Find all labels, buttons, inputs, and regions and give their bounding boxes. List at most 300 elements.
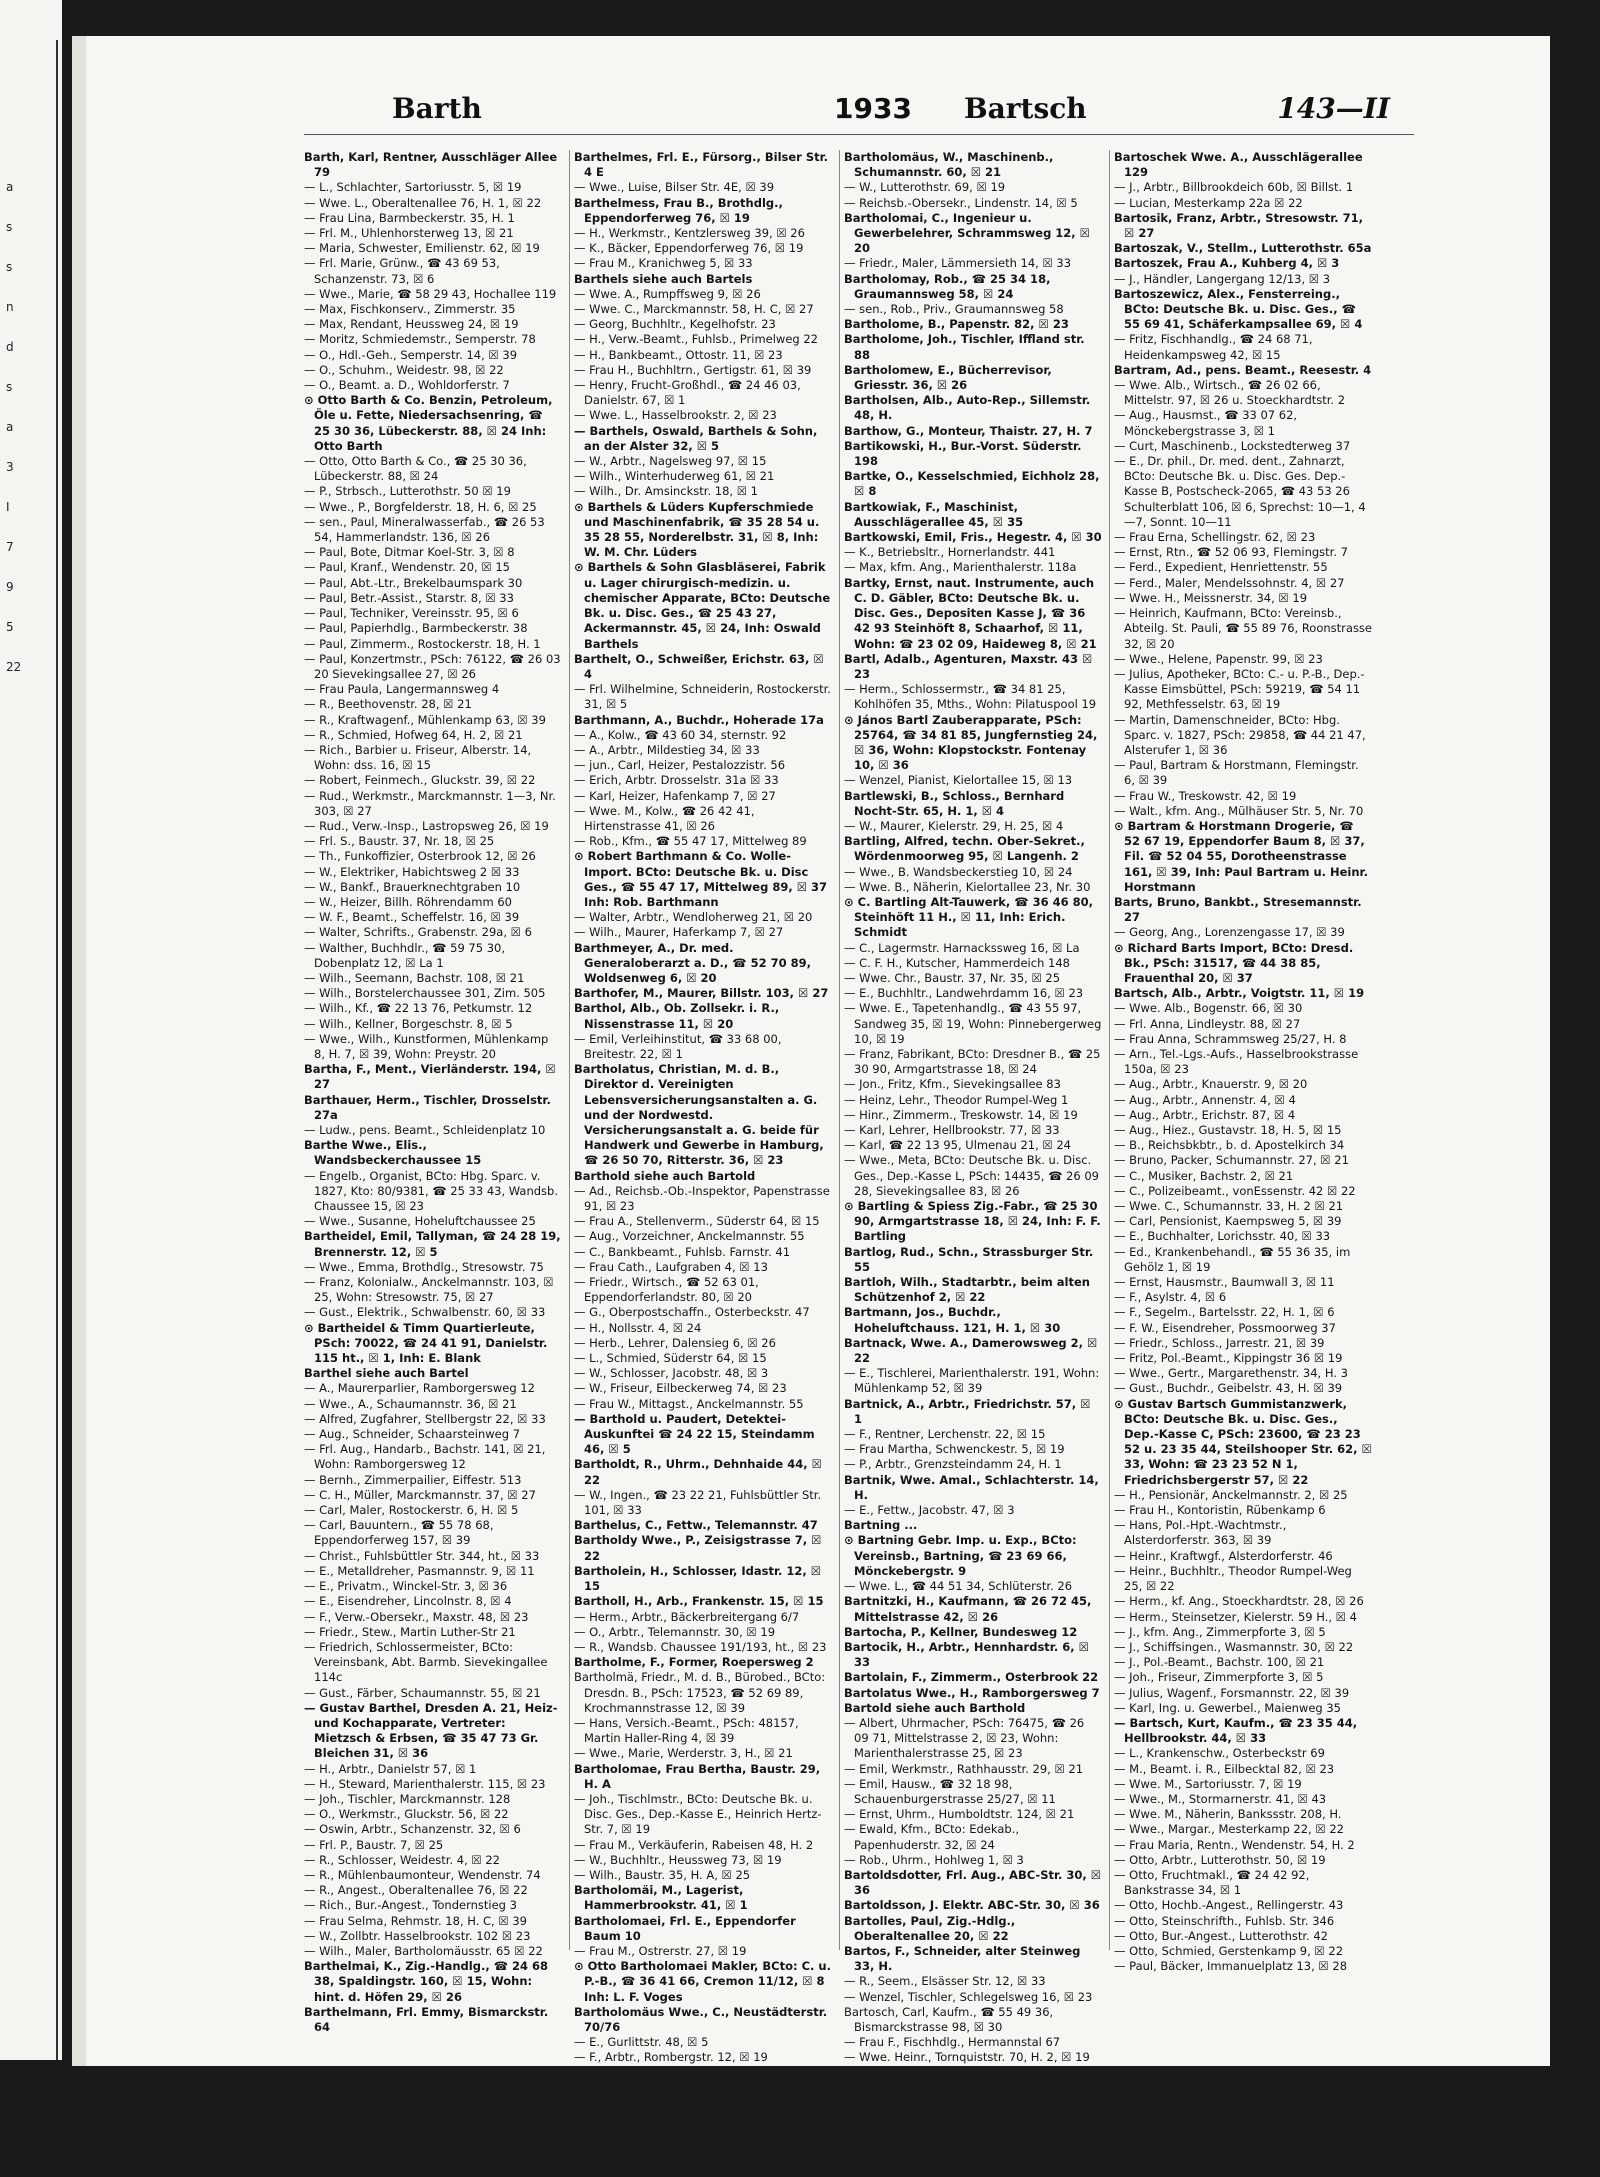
directory-entry: Bartsch, Alb., Arbtr., Voigtstr. 11, ☒ 19 <box>1114 986 1365 1001</box>
directory-entry: — Wwe., Luise, Bilser Str. 4E, ☒ 39 <box>574 180 775 195</box>
directory-entry: Bartke, O., Kesselschmied, Eichholz 28, ☒ 8 <box>844 469 1100 499</box>
directory-entry: — R., Mühlenbaumonteur, Wendenstr. 74 <box>304 1867 541 1882</box>
directory-entry: — Christ., Fuhlsbüttler Str. 344, ht., ☒ 33 <box>304 1548 540 1563</box>
directory-entry: — Wwe., A., Schaumannstr. 36, ☒ 21 <box>304 1396 517 1411</box>
margin-mark: 22 <box>6 660 22 674</box>
directory-entry: Barthe Wwe., Elis., Wandsbeckerchaussee 15 <box>304 1138 482 1168</box>
directory-entry: — C., Polizeibeamt., vonEssenstr. 42 ☒ 22 <box>1114 1183 1356 1198</box>
directory-entry: — Frl. Marie, Grünw., ☎ 43 69 53, Schanzenstr. 73, ☒ 6 <box>304 256 500 286</box>
directory-entry: Bartosik, Franz, Arbtr., Stresowstr. 71, ☒ 27 <box>1114 210 1364 241</box>
directory-entry: Bartholomäi, M., Lagerist, Hammerbrookstr. 41, ☒ 1 <box>574 1883 748 1913</box>
directory-entry: ⊙ János Bartl Zauberapparate, PSch: 25764, ☎ 34 81 85, Jungfernstieg 24, ☒ 36, Wohn: Klopstockstr. Fontenay 10, ☒ 36 <box>844 712 1098 773</box>
directory-entry: — Aug., Arbtr., Knauerstr. 9, ☒ 20 <box>1114 1077 1308 1092</box>
directory-entry: — F., Asylstr. 4, ☒ 6 <box>1114 1290 1227 1305</box>
directory-entry: Barts, Bruno, Bankbt., Stresemannstr. 27 <box>1114 894 1362 925</box>
directory-entry: Bartholomai, C., Ingenieur u. Gewerbelehrer, Schrammsweg 12, ☒ 20 <box>844 210 1090 256</box>
directory-entry: — Walt., kfm. Ang., Mülhäuser Str. 5, Nr. 70 <box>1114 803 1364 818</box>
directory-entry: Barthelus, C., Fettw., Telemannstr. 47 <box>574 1518 818 1533</box>
directory-entry: — Alfred, Zugfahrer, Stellbergstr 22, ☒ 33 <box>304 1411 546 1426</box>
directory-entry: — E., Buchhalter, Lorichsstr. 40, ☒ 33 <box>1114 1229 1331 1244</box>
directory-entry: — Ferd., Maler, Mendelssohnstr. 4, ☒ 27 <box>1114 575 1345 590</box>
running-head-left: Barth <box>392 92 482 125</box>
directory-entry: Bartoszek, Frau A., Kuhberg 4, ☒ 3 <box>1114 256 1340 271</box>
directory-entry: — Frau F., Fischhdlg., Hermannstal 67 <box>844 2035 1061 2050</box>
directory-entry: — Frl. P., Baustr. 7, ☒ 25 <box>304 1837 444 1852</box>
directory-entry: — Ferd., Expedient, Henriettenstr. 55 <box>1114 560 1328 575</box>
directory-entry: Bartnitzki, H., Kaufmann, ☎ 26 72 45, Mittelstrasse 42, ☒ 26 <box>844 1594 1092 1624</box>
directory-entry: — Friedr., Schloss., Jarrestr. 21, ☒ 39 <box>1114 1335 1325 1350</box>
directory-entry: — Erich, Arbtr. Drosselstr. 31a ☒ 33 <box>574 773 779 788</box>
directory-entry: Barthold siehe auch Bartold <box>574 1168 756 1183</box>
directory-entry: — J., Arbtr., Billbrookdeich 60b, ☒ Billst. 1 <box>1114 180 1354 195</box>
directory-entry: — Otto, Otto Barth & Co., ☎ 25 30 36, Lübeckerstr. 88, ☒ 24 <box>304 454 527 484</box>
directory-entry: — Wwe., Emma, Brothdlg., Stresowstr. 75 <box>304 1259 544 1274</box>
directory-entry: — H., Nollsstr. 4, ☒ 24 <box>574 1320 702 1335</box>
directory-entry: Bartholl, H., Arb., Frankenstr. 15, ☒ 15 <box>574 1594 824 1609</box>
directory-entry: — Carl, Pensionist, Kaempsweg 5, ☒ 39 <box>1114 1214 1342 1229</box>
directory-entry: — Wenzel, Tischler, Schlegelsweg 16, ☒ 23 <box>844 1989 1093 2004</box>
directory-entry: — Max, Fischkonserv., Zimmerstr. 35 <box>304 302 516 317</box>
directory-entry: — Wwe. M., Näherin, Bankssstr. 208, H. <box>1114 1807 1342 1822</box>
directory-entry: — Herm., Steinsetzer, Kielerstr. 59 H., ☒ 4 <box>1114 1609 1357 1624</box>
directory-entry: Bartoldsdotter, Frl. Aug., ABC-Str. 30, ☒ 36 <box>844 1867 1102 1898</box>
directory-entry: Barth, Karl, Rentner, Ausschläger Allee 79 <box>304 150 558 180</box>
directory-entry: — Paul, Zimmerm., Rostockerstr. 18, H. 1 <box>304 636 541 651</box>
directory-entry: — Aug., Hausmst., ☎ 33 07 62, Mönckebergstrasse 3, ☒ 1 <box>1114 408 1298 438</box>
directory-entry: — Rob., Uhrm., Hohlweg 1, ☒ 3 <box>844 1852 1024 1867</box>
column-2 <box>574 150 832 2065</box>
directory-entry: — C., Bankbeamt., Fuhlsb. Farnstr. 41 <box>574 1244 791 1259</box>
directory-entry: Bartholomäus, W., Maschinenb., Schumannstr. 60, ☒ 21 <box>844 150 1054 180</box>
margin-mark: a <box>6 420 14 434</box>
margin-mark: a <box>6 180 14 194</box>
directory-entry: — Frau H., Buchhltrn., Gertigstr. 61, ☒ 39 <box>574 362 812 377</box>
directory-entry: — E., Metalldreher, Pasmannstr. 9, ☒ 11 <box>304 1563 535 1578</box>
directory-entry: — Joh., Friseur, Zimmerpforte 3, ☒ 5 <box>1114 1670 1324 1685</box>
directory-entry: — Wenzel, Pianist, Kielortallee 15, ☒ 13 <box>844 773 1073 788</box>
directory-entry: — R., Seem., Elsässer Str. 12, ☒ 33 <box>844 1974 1046 1989</box>
directory-entry: — Wwe. H., Meissnerstr. 34, ☒ 19 <box>1114 590 1308 605</box>
directory-entry: Bartky, Ernst, naut. Instrumente, auch C. D. Gäbler, BCto: Deutsche Bk. u. Disc. Ges., Depositen Kasse J, ☎ 36 42 93 Steinhöft 8, Schaarhof, ☒ 11, Wohn: ☎ 23 02 09, Haideweg 8, ☒ 21 <box>844 575 1097 651</box>
margin-mark: 7 <box>6 540 14 554</box>
directory-entry: — Wwe., Marie, Werderstr. 3, H., ☒ 21 <box>574 1746 793 1761</box>
directory-entry: — Fritz, Fischhandlg., ☎ 24 68 71, Heidenkampsweg 42, ☒ 15 <box>1114 332 1313 362</box>
directory-entry: — Frl. Wilhelmine, Schneiderin, Rostockerstr. 31, ☒ 5 <box>574 682 831 712</box>
directory-entry: — Barthold u. Paudert, Detektei-Auskunftei ☎ 24 22 15, Steindamm 46, ☒ 5 <box>574 1411 815 1457</box>
directory-entry: — W., Zollbtr. Hasselbrookstr. 102 ☒ 23 <box>304 1928 531 1943</box>
directory-entry: ⊙ Bartheidel & Timm Quartierleute, PSch: 70022, ☎ 24 41 91, Danielstr. 115 ht., ☒ 1, Inh: E. Blank <box>304 1320 548 1366</box>
directory-entry: — Friedrich, Schlossermeister, BCto: Vereinsbank, Abt. Barmb. Sievekingallee 114c <box>304 1639 548 1685</box>
directory-entry: — L., Schmied, Süderstr 64, ☒ 15 <box>574 1351 767 1366</box>
directory-entry: Bartolatus Wwe., H., Ramborgersweg 7 <box>844 1685 1100 1700</box>
directory-entry: Bartocha, P., Kellner, Bundesweg 12 <box>844 1624 1078 1639</box>
column-3 <box>844 150 1102 2065</box>
directory-entry: — Wwe. L., Oberaltenallee 76, H. 1, ☒ 22 <box>304 195 542 210</box>
directory-entry: — Ewald, Kfm., BCto: Edekab., Papenhuderstr. 32, ☒ 24 <box>844 1822 1019 1852</box>
directory-entry: Bartoszewicz, Alex., Fensterreing., BCto: Deutsche Bk. u. Disc. Ges., ☎ 55 69 41, Schäferkampsallee 69, ☒ 4 <box>1114 286 1363 332</box>
directory-entry: — Ernst, Hausmstr., Baumwall 3, ☒ 11 <box>1114 1275 1335 1290</box>
directory-entry: — Max, kfm. Ang., Marienthalerstr. 118a <box>844 560 1077 575</box>
directory-entry: — Friedr., Stew., Martin Luther-Str 21 <box>304 1624 516 1639</box>
directory-entry: — E., Dr. phil., Dr. med. dent., Zahnarzt, BCto: Deutsche Bk. u. Disc. Ges. Dep.-Kasse B, Postscheck-2065, ☎ 43 53 26 Schulterblatt 106, ☒ 6, Sprechst: 10—1, 4—7, Sonnt. 10—11 <box>1114 454 1366 529</box>
directory-entry: — E., Buchhltr., Landwehrdamm 16, ☒ 23 <box>844 986 1084 1001</box>
directory-entry: — Wilh., Borstelerchaussee 301, Zim. 505 <box>304 986 546 1001</box>
directory-entry: Bartling, Alfred, techn. Ober-Sekret., Wördenmoorweg 95, ☒ Langenh. 2 <box>844 834 1085 864</box>
directory-entry: — A., Arbtr., Mildestieg 34, ☒ 33 <box>574 742 760 757</box>
directory-entry: — Th., Funkoffizier, Osterbrook 12, ☒ 26 <box>304 849 536 864</box>
directory-entry: — Frau Lina, Barmbeckerstr. 35, H. 1 <box>304 210 515 225</box>
directory-entry: — J., Schiffsingen., Wasmannstr. 30, ☒ 22 <box>1114 1639 1354 1654</box>
margin-mark: s <box>6 260 13 274</box>
directory-entry: Bartos, F., Schneider, alter Steinweg 33, H. <box>844 1943 1081 1974</box>
directory-entry: — J., Händler, Langergang 12/13, ☒ 3 <box>1114 271 1331 286</box>
directory-entry: — C., Musiker, Bachstr. 2, ☒ 21 <box>1114 1168 1294 1183</box>
directory-entry: — Wwe., P., Borgfelderstr. 18, H. 6, ☒ 25 <box>304 499 537 514</box>
directory-entry: — Jon., Fritz, Kfm., Sievekingsallee 83 <box>844 1077 1061 1092</box>
directory-entry: — R., Beethovenstr. 28, ☒ 21 <box>304 697 472 712</box>
directory-entry: — Carl, Maler, Rostockerstr. 6, H. ☒ 5 <box>304 1503 519 1518</box>
directory-entry: — G., Oberpostschaffn., Osterbeckstr. 47 <box>574 1305 810 1320</box>
directory-entry: — Paul, Papierhdlg., Barmbeckerstr. 38 <box>304 621 528 636</box>
directory-entry: — Frau Cath., Laufgraben 4, ☒ 13 <box>574 1259 768 1274</box>
directory-entry: — Ernst, Rtn., ☎ 52 06 93, Flemingstr. 7 <box>1114 545 1348 560</box>
directory-entry: — Emil, Verleihinstitut, ☎ 33 68 00, Breitestr. 22, ☒ 1 <box>574 1031 782 1061</box>
directory-entry: — Wwe. M., Kolw., ☎ 26 42 41, Hirtenstrasse 41, ☒ 26 <box>574 803 755 833</box>
directory-entry: Bartholome, B., Papenstr. 82, ☒ 23 <box>844 317 1069 332</box>
directory-entry: — Wilh., Kf., ☎ 22 13 76, Petkumstr. 12 <box>304 1001 533 1016</box>
directory-entry: Bartheidel, Emil, Tallyman, ☎ 24 28 19, Brennerstr. 12, ☒ 5 <box>304 1229 561 1259</box>
directory-entry: — Bruno, Packer, Schumannstr. 27, ☒ 21 <box>1114 1153 1349 1168</box>
directory-entry: Bartholatus, Christian, M. d. B., Direktor d. Vereinigten Lebensversicherungsanstalten a. G. und der Nordwestd. Versicherungsanstalt a. G. beide für Handwerk und Gewerbe in Hamburg, ☎ 26 50 70, Ritterstr. 36, ☒ 23 <box>574 1062 824 1168</box>
directory-entry: — Wilh., Maurer, Haferkamp 7, ☒ 27 <box>574 925 784 940</box>
directory-entry: — W. F., Beamt., Scheffelstr. 16, ☒ 39 <box>304 910 520 925</box>
directory-entry: — C. H., Müller, Marckmannstr. 37, ☒ 27 <box>304 1487 536 1502</box>
directory-entry: — O., Arbtr., Telemannstr. 30, ☒ 19 <box>574 1624 776 1639</box>
directory-entry: — W., Bankf., Brauerknechtgraben 10 <box>304 879 521 894</box>
directory-entry: — Max, Rendant, Heussweg 24, ☒ 19 <box>304 317 519 332</box>
directory-entry: — Rud., Werkmstr., Marckmannstr. 1—3, Nr. 303, ☒ 27 <box>304 788 556 818</box>
directory-entry: ⊙ Bartram & Horstmann Drogerie, ☎ 52 67 19, Eppendorfer Baum 8, ☒ 37, Fil. ☎ 52 04 55, Dorotheenstrasse 161, ☒ 39, Inh: Paul Bartram u. Heinr. Horstmann <box>1114 818 1368 894</box>
directory-entry: — F., Rentner, Lerchenstr. 22, ☒ 15 <box>844 1427 1046 1442</box>
directory-entry: — Paul, Konzertmstr., PSch: 76122, ☎ 26 03 20 Sievekingsallee 27, ☒ 26 <box>304 651 561 681</box>
directory-entry: Bartl, Adalb., Agenturen, Maxstr. 43 ☒ 23 <box>844 651 1093 681</box>
column-1 <box>304 150 562 2034</box>
directory-entry: — E., Fettw., Jacobstr. 47, ☒ 3 <box>844 1503 1015 1518</box>
directory-entry: — sen., Rob., Priv., Graumannsweg 58 <box>844 302 1064 317</box>
directory-entry: — Moritz, Schmiedemstr., Semperstr. 78 <box>304 332 536 347</box>
directory-entry: — Robert, Feinmech., Gluckstr. 39, ☒ 22 <box>304 773 536 788</box>
directory-entry: Bartning ... <box>844 1518 918 1533</box>
directory-entry: — Frau M., Ostrerstr. 27, ☒ 19 <box>574 1943 747 1958</box>
directory-entry: — Paul, Bote, Ditmar Koel-Str. 3, ☒ 8 <box>304 545 515 560</box>
running-head-year: 1933 <box>834 92 912 125</box>
margin-mark: 3 <box>6 460 14 474</box>
directory-entry: — R., Wandsb. Chaussee 191/193, ht., ☒ 23 <box>574 1639 827 1654</box>
directory-entry: Bartholmä, Friedr., M. d. B., Bürobed., BCto: Dresdn. B., PSch: 17523, ☎ 52 69 89, Krochmannstrasse 12, ☒ 39 <box>574 1670 826 1715</box>
directory-entry: Bartnick, A., Arbtr., Friedrichstr. 57, ☒ 1 <box>844 1396 1091 1426</box>
directory-entry: — W., Ingen., ☎ 23 22 21, Fuhlsbüttler Str. 101, ☒ 33 <box>574 1487 822 1518</box>
directory-entry: — Wwe., Helene, Papenstr. 99, ☒ 23 <box>1114 651 1323 666</box>
directory-entry: — Gust., Elektrik., Schwalbenstr. 60, ☒ 33 <box>304 1305 546 1320</box>
directory-entry: — Ed., Krankenbehandl., ☎ 55 36 35, im Gehölz 1, ☒ 19 <box>1114 1244 1351 1274</box>
directory-entry: — Wwe., Marie, ☎ 58 29 43, Hochallee 119 <box>304 286 557 301</box>
directory-entry: Bartold siehe auch Barthold <box>844 1700 1026 1715</box>
directory-entry: — Aug., Schneider, Schaarsteinweg 7 <box>304 1427 521 1442</box>
directory-entry: — Frau W., Mittagst., Anckelmannstr. 55 <box>574 1396 804 1411</box>
directory-entry: ⊙ Barthels & Sohn Glasbläserei, Fabrik u. Lager chirurgisch-medizin. u. chemischer Apparate, BCto: Deutsche Bk. u. Disc. Ges., ☎ 25 43 27, Ackermannstr. 45, ☒ 24, Inh: Oswald Barthels <box>574 560 831 651</box>
directory-entry: — Otto, Fruchtmakl., ☎ 24 42 92, Bankstrasse 34, ☒ 1 <box>1114 1867 1310 1898</box>
directory-entry: — Frau W., Treskowstr. 42, ☒ 19 <box>1114 788 1297 803</box>
directory-entry: Bartlewski, B., Schloss., Bernhard Nocht-Str. 65, H. 1, ☒ 4 <box>844 788 1065 818</box>
directory-entry: — Georg, Buchhltr., Kegelhofstr. 23 <box>574 317 776 332</box>
directory-entry: — A., Maurerparlier, Ramborgersweg 12 <box>304 1381 535 1396</box>
directory-entry: — Wwe., Susanne, Hoheluftchaussee 25 <box>304 1214 536 1229</box>
directory-entry: — Martin, Damenschneider, BCto: Hbg. Sparc. v. 1827, PSch: 29858, ☎ 44 21 47, Alsterufer 1, ☒ 36 <box>1114 712 1366 757</box>
directory-entry: — Emil, Hausw., ☎ 32 18 98, Schauenburgerstrasse 25/27, ☒ 11 <box>844 1776 1056 1806</box>
directory-entry: — Heinr., Buchhltr., Theodor Rumpel-Weg 25, ☒ 22 <box>1114 1563 1352 1594</box>
directory-entry: Barthel siehe auch Bartel <box>304 1366 469 1381</box>
directory-entry: — C. F. H., Kutscher, Hammerdeich 148 <box>844 955 1070 970</box>
directory-entry: — Wilh., Winterhuderweg 61, ☒ 21 <box>574 469 775 484</box>
directory-entry: — J., Pol.-Beamt., Bachstr. 100, ☒ 21 <box>1114 1655 1325 1670</box>
directory-entry: Barthmann, A., Buchdr., Hoherade 17a <box>574 712 824 727</box>
directory-entry: — Otto, Hochb.-Angest., Rellingerstr. 43 <box>1114 1898 1344 1913</box>
directory-entry: — Herm., kf. Ang., Stoeckhardtstr. 28, ☒ 26 <box>1114 1594 1364 1609</box>
directory-entry: Bartosch, Carl, Kaufm., ☎ 55 49 36, Bismarckstrasse 98, ☒ 30 <box>844 2004 1054 2034</box>
margin-mark: 5 <box>6 620 14 634</box>
directory-entry: — Wwe. Heinr., Tornquiststr. 70, H. 2, ☒ 19 <box>844 2050 1090 2065</box>
directory-entry: — O., Hdl.-Geh., Semperstr. 14, ☒ 39 <box>304 347 518 362</box>
directory-entry: — Wwe. C., Marckmannstr. 58, H. C, ☒ 27 <box>574 302 814 317</box>
directory-entry: — Julius, Wagenf., Forsmannstr. 22, ☒ 39 <box>1114 1685 1350 1700</box>
directory-entry: — Ernst, Uhrm., Humboldtstr. 124, ☒ 21 <box>844 1807 1075 1822</box>
directory-entry: — Walther, Buchhdlr., ☎ 59 75 30, Dobenplatz 12, ☒ La 1 <box>304 940 506 970</box>
directory-entry: — Rud., Verw.-Insp., Lastropsweg 26, ☒ 19 <box>304 818 549 833</box>
directory-entry: — Wwe., Margar., Mesterkamp 22, ☒ 22 <box>1114 1822 1344 1837</box>
directory-entry: — Gust., Buchdr., Geibelstr. 43, H. ☒ 39 <box>1114 1381 1343 1396</box>
directory-entry: — H., Verw.-Beamt., Fuhlsb., Primelweg 22 <box>574 332 818 347</box>
directory-entry: — Barthels, Oswald, Barthels & Sohn, an der Alster 32, ☒ 5 <box>574 423 818 453</box>
directory-entry: — Otto, Bur.-Angest., Lutterothstr. 42 <box>1114 1928 1328 1943</box>
directory-entry: — W., Lutterothstr. 69, ☒ 19 <box>844 180 1006 195</box>
margin-mark: 9 <box>6 580 14 594</box>
directory-entry: — Otto, Arbtr., Lutterothstr. 50, ☒ 19 <box>1114 1852 1326 1867</box>
directory-entry: Bartholomay, Rob., ☎ 25 34 18, Graumannsweg 58, ☒ 24 <box>844 271 1051 301</box>
directory-entry: Bartha, F., Ment., Vierländerstr. 194, ☒ 27 <box>304 1062 556 1092</box>
directory-entry: Barthelmai, K., Zig.-Handlg., ☎ 24 68 38, Spaldingstr. 160, ☒ 15, Wohn: hint. d. Höfen 29, ☒ 26 <box>304 1959 549 2004</box>
directory-entry: Bartlog, Rud., Schn., Strassburger Str. 55 <box>844 1244 1094 1274</box>
directory-entry: Bartholein, H., Schlosser, Idastr. 12, ☒ 15 <box>574 1563 822 1594</box>
directory-entry: Barthelmes, Frl. E., Fürsorg., Bilser Str. 4 E <box>574 150 829 180</box>
directory-entry: — Walter, Arbtr., Wendloherweg 21, ☒ 20 <box>574 910 813 925</box>
directory-entry: Bartholdt, R., Uhrm., Dehnhaide 44, ☒ 22 <box>574 1457 822 1487</box>
directory-entry: Bartmann, Jos., Buchdr., Hoheluftchauss. 121, H. 1, ☒ 30 <box>844 1305 1061 1335</box>
directory-entry: Bartloh, Wilh., Stadtarbtr., beim alten Schützenhof 2, ☒ 22 <box>844 1275 1090 1305</box>
directory-entry: — Fritz, Pol.-Beamt., Kippingstr 36 ☒ 19 <box>1114 1351 1343 1366</box>
directory-entry: — F. W., Eisendreher, Possmoorweg 37 <box>1114 1320 1336 1335</box>
directory-entry: — Wwe., M., Stormarnerstr. 41, ☒ 43 <box>1114 1791 1327 1806</box>
directory-entry: — W., Arbtr., Nagelsweg 97, ☒ 15 <box>574 454 767 469</box>
directory-entry: — Otto, Schmied, Gerstenkamp 9, ☒ 22 <box>1114 1943 1344 1958</box>
directory-entry: — H., Arbtr., Danielstr 57, ☒ 1 <box>304 1761 477 1776</box>
directory-entry: — Wwe. E., Tapetenhandlg., ☎ 43 55 97, Sandweg 35, ☒ 19, Wohn: Pinnebergerweg 10, ☒ 19 <box>844 1001 1102 1046</box>
directory-entry: — Wwe. L., Hasselbrookstr. 2, ☒ 23 <box>574 408 777 423</box>
directory-entry: — K., Betriebsltr., Hornerlandstr. 441 <box>844 545 1056 560</box>
directory-entry: — Albert, Uhrmacher, PSch: 76475, ☎ 26 09 71, Mittelstrasse 2, ☒ 23, Wohn: Marienthalerstrasse 25, ☒ 23 <box>844 1715 1085 1761</box>
directory-entry: — sen., Paul, Mineralwasserfab., ☎ 26 53 54, Hammerlandstr. 136, ☒ 26 <box>304 514 545 545</box>
directory-entry: Barthol, Alb., Ob. Zollsekr. i. R., Nissenstrasse 11, ☒ 20 <box>574 1001 780 1031</box>
directory-entry: — Gustav Barthel, Dresden A. 21, Heiz- und Kochapparate, Vertreter: Mietzsch & Erbsen, ☎ 35 47 73 Gr. Bleichen 31, ☒ 36 <box>304 1700 558 1761</box>
directory-entry: — F., Segelm., Bartelsstr. 22, H. 1, ☒ 6 <box>1114 1305 1335 1320</box>
directory-entry: — Wwe. M., Sartoriusstr. 7, ☒ 19 <box>1114 1776 1302 1791</box>
directory-entry: — P., Strbsch., Lutterothstr. 50 ☒ 19 <box>304 484 511 499</box>
directory-entry: — Wilh., Seemann, Bachstr. 108, ☒ 21 <box>304 970 525 985</box>
directory-entry: — Hans, Versich.-Beamt., PSch: 48157, Martin Haller-Ring 4, ☒ 39 <box>574 1715 799 1746</box>
directory-entry: — Frau Anna, Schrammsweg 25/27, H. 8 <box>1114 1031 1347 1046</box>
directory-entry: ⊙ Barthels & Lüders Kupferschmiede und Maschinenfabrik, ☎ 35 28 54 u. 35 28 55, Norderelbstr. 31, ☒ 8, Inh: W. M. Chr. Lüders <box>574 499 820 560</box>
directory-entry: Bartholomew, E., Bücherrevisor, Griesstr. 36, ☒ 26 <box>844 362 1052 393</box>
directory-entry: — Bernh., Zimmerpailier, Eiffestr. 513 <box>304 1472 522 1487</box>
directory-entry: — Wwe., B. Wandsbeckerstieg 10, ☒ 24 <box>844 864 1073 879</box>
directory-entry: — J., kfm. Ang., Zimmerpforte 3, ☒ 5 <box>1114 1624 1326 1639</box>
directory-entry: — L., Schlachter, Sartoriusstr. 5, ☒ 19 <box>304 180 522 195</box>
directory-entry: — Heinz, Lehr., Theodor Rumpel-Weg 1 <box>844 1092 1069 1107</box>
directory-entry: Bartram, Ad., pens. Beamt., Reesestr. 4 <box>1114 362 1372 377</box>
directory-entry: — H., Pensionär, Anckelmannstr. 2, ☒ 25 <box>1114 1487 1348 1502</box>
directory-entry: Bartoschek Wwe. A., Ausschlägerallee 129 <box>1114 150 1363 180</box>
directory-entry: — W., Schlosser, Jacobstr. 48, ☒ 3 <box>574 1366 769 1381</box>
directory-entry: — Wwe. Alb., Bogenstr. 66, ☒ 30 <box>1114 1001 1303 1016</box>
margin-mark: s <box>6 380 13 394</box>
directory-entry: ⊙ Gustav Bartsch Gummistanzwerk, BCto: Deutsche Bk. u. Disc. Ges., Dep.-Kasse C, PSch: 23600, ☎ 23 23 52 u. 23 35 44, Steilshooper Str. 62, ☒ 33, Wohn: ☎ 23 23 52 N 1, Friedrichsbergerstr 57, ☒ 22 <box>1114 1396 1372 1487</box>
directory-entry: ⊙ Robert Barthmann & Co. Wolle-Import. BCto: Deutsche Bk. u. Disc Ges., ☎ 55 47 17, Mittelweg 89, ☒ 37 Inh: Rob. Barthmann <box>574 849 828 909</box>
directory-entry: — Frau M., Verkäuferin, Rabeisen 48, H. 2 <box>574 1837 814 1852</box>
directory-entry: — Joh., Tischler, Marckmannstr. 128 <box>304 1791 511 1806</box>
directory-entry: — Herm., Arbtr., Bäckerbreitergang 6/7 <box>574 1609 800 1624</box>
directory-entry: — Wwe., Gertr., Margarethenstr. 34, H. 3 <box>1114 1366 1348 1381</box>
directory-entry: — Ludw., pens. Beamt., Schleidenplatz 10 <box>304 1123 546 1137</box>
directory-entry: Bartikowski, H., Bur.-Vorst. Süderstr. 198 <box>844 438 1082 469</box>
directory-entry: — C., Lagermstr. Harnackssweg 16, ☒ La <box>844 940 1080 955</box>
directory-entry: — Hans, Pol.-Hpt.-Wachtmstr., Alsterdorferstr. 363, ☒ 39 <box>1114 1518 1287 1548</box>
directory-entry: — Paul, Kranf., Wendenstr. 20, ☒ 15 <box>304 560 510 575</box>
directory-entry: — Reichsb.-Obersekr., Lindenstr. 14, ☒ 5 <box>844 195 1078 210</box>
directory-entry: — A., Kolw., ☎ 43 60 34, sternstr. 92 <box>574 727 787 742</box>
directory-entry: Barthofer, M., Maurer, Billstr. 103, ☒ 27 <box>574 986 829 1001</box>
directory-entry: — Paul, Bartram & Horstmann, Flemingstr. 6, ☒ 39 <box>1114 758 1359 788</box>
directory-entry: — Frau A., Stellenverm., Süderstr 64, ☒ 15 <box>574 1214 820 1229</box>
directory-entry: Bartholme, F., Former, Roepersweg 2 <box>574 1655 814 1670</box>
directory-entry: Barthels siehe auch Bartels <box>574 271 753 286</box>
directory-columns <box>304 150 1414 2065</box>
directory-entry: — Wwe., Wilh., Kunstformen, Mühlenkamp 8, H. 7, ☒ 39, Wohn: Preystr. 20 <box>304 1031 549 1061</box>
directory-entry: — Oswin, Arbtr., Schanzenstr. 32, ☒ 6 <box>304 1822 521 1837</box>
directory-entry: — Otto, Steinschrifth., Fuhlsb. Str. 346 <box>1114 1913 1335 1928</box>
directory-entry: — Curt, Maschinenb., Lockstedterweg 37 <box>1114 438 1351 453</box>
directory-entry: — jun., Carl, Heizer, Pestalozzistr. 56 <box>574 758 786 773</box>
directory-entry: — Henry, Frucht-Großhdl., ☎ 24 46 03, Danielstr. 67, ☒ 1 <box>574 378 801 408</box>
directory-entry: — Paul, Betr.-Assist., Starstr. 8, ☒ 33 <box>304 590 514 605</box>
directory-entry: — Rich., Barbier u. Friseur, Alberstr. 14, Wohn: dss. 16, ☒ 15 <box>304 742 532 773</box>
directory-entry: — Aug., Arbtr., Annenstr. 4, ☒ 4 <box>1114 1092 1296 1107</box>
directory-entry: — Aug., Vorzeichner, Anckelmannstr. 55 <box>574 1229 805 1244</box>
directory-entry: — Frau M., Kranichweg 5, ☒ 33 <box>574 256 753 271</box>
directory-entry: — Heinrich, Kaufmann, BCto: Vereinsb., Abteilg. St. Pauli, ☎ 55 89 76, Roonstrasse 32, ☒ 20 <box>1114 606 1372 651</box>
directory-entry: — Frl. M., Uhlenhorsterweg 13, ☒ 21 <box>304 226 514 241</box>
directory-entry: — K., Bäcker, Eppendorferweg 76, ☒ 19 <box>574 241 804 256</box>
directory-entry: — F., Arbtr., Rombergstr. 12, ☒ 19 <box>574 2050 768 2065</box>
directory-entry: — B., Reichsbkbtr., b. d. Apostelkirch 34 <box>1114 1138 1345 1153</box>
directory-entry: — Joh., Tischlmstr., BCto: Deutsche Bk. u. Disc. Ges., Dep.-Kasse E., Heinrich Hertz-Str. 7, ☒ 19 <box>574 1791 822 1837</box>
directory-entry: — Engelb., Organist, BCto: Hbg. Sparc. v. 1827, Kto: 80/9381, ☎ 25 33 43, Wandsb. Chaussee 15, ☒ 23 <box>304 1168 558 1214</box>
directory-entry: — Frau Selma, Rehmstr. 18, H. C, ☒ 39 <box>304 1913 527 1928</box>
directory-entry: — Karl, Lehrer, Hellbrookstr. 77, ☒ 33 <box>844 1123 1060 1137</box>
directory-entry: — Georg, Ang., Lorenzengasse 17, ☒ 39 <box>1114 925 1345 940</box>
margin-mark: s <box>6 220 13 234</box>
directory-entry: — Wwe. L., ☎ 44 51 34, Schlüterstr. 26 <box>844 1579 1073 1594</box>
directory-entry: Bartkowiak, F., Maschinist, Ausschlägerallee 45, ☒ 35 <box>844 499 1024 529</box>
directory-entry: — Frau Erna, Schellingstr. 62, ☒ 23 <box>1114 530 1316 545</box>
directory-entry: — Friedr., Maler, Lämmersieth 14, ☒ 33 <box>844 256 1072 271</box>
directory-entry: — Frau Paula, Langermannsweg 4 <box>304 682 500 697</box>
directory-entry: — P., Arbtr., Grenzsteindamm 24, H. 1 <box>844 1457 1062 1472</box>
directory-entry: Bartoldsson, J. Elektr. ABC-Str. 30, ☒ 36 <box>844 1898 1100 1913</box>
directory-entry: — Walter, Schrifts., Grabenstr. 29a, ☒ 6 <box>304 925 532 940</box>
directory-entry: — H., Bankbeamt., Ottostr. 11, ☒ 23 <box>574 347 783 362</box>
directory-entry: — H., Werkmstr., Kentzlersweg 39, ☒ 26 <box>574 226 805 241</box>
directory-entry: — Wwe., Meta, BCto: Deutsche Bk. u. Disc. Ges., Dep.-Kasse L, PSch: 14435, ☎ 26 09 28, Sievekingsallee 83, ☒ 26 <box>844 1153 1099 1198</box>
directory-entry: — E., Eisendreher, Lincolnstr. 8, ☒ 4 <box>304 1594 512 1609</box>
directory-entry: — Paul, Bäcker, Immanuelplatz 13, ☒ 28 <box>1114 1959 1348 1974</box>
directory-entry: — W., Elektriker, Habichtsweg 2 ☒ 33 <box>304 864 520 879</box>
directory-entry: Barthow, G., Monteur, Thaistr. 27, H. 7 <box>844 423 1093 438</box>
directory-entry: — Wwe. Chr., Baustr. 37, Nr. 35, ☒ 25 <box>844 970 1061 985</box>
directory-entry: Bartkowski, Emil, Fris., Hegestr. 4, ☒ 30 <box>844 530 1102 545</box>
header-rule <box>304 134 1414 135</box>
page-fold <box>72 36 86 2066</box>
directory-entry: — Rich., Bur.-Angest., Tondernstieg 3 <box>304 1898 517 1913</box>
directory-entry: Barthauer, Herm., Tischler, Drosselstr. 27a <box>304 1092 551 1122</box>
directory-entry: Bartolles, Paul, Zig.-Hdlg., Oberaltenallee 20, ☒ 22 <box>844 1913 1016 1943</box>
directory-entry: Barthelt, O., Schweißer, Erichstr. 63, ☒ 4 <box>574 651 824 681</box>
directory-entry: — E., Privatm., Winckel-Str. 3, ☒ 36 <box>304 1579 508 1594</box>
directory-entry: — E., Gurlittstr. 48, ☒ 5 <box>574 2035 709 2050</box>
directory-entry: — Julius, Apotheker, BCto: C.- u. P.-B., Dep.-Kasse Eimsbüttel, PSch: 59219, ☎ 54 11 92, Methfesselstr. 63, ☒ 19 <box>1114 666 1365 712</box>
directory-entry: — Wilh., Baustr. 35, H. A, ☒ 25 <box>574 1867 751 1882</box>
directory-entry: — O., Schuhm., Weidestr. 98, ☒ 22 <box>304 362 504 377</box>
directory-entry: — O., Werkmstr., Gluckstr. 56, ☒ 22 <box>304 1807 509 1822</box>
directory-entry: — Frl. Anna, Lindleystr. 88, ☒ 27 <box>1114 1016 1301 1031</box>
directory-entry: Bartnik, Wwe. Amal., Schlachterstr. 14, H. <box>844 1472 1099 1502</box>
directory-entry: — Arn., Tel.-Lgs.-Aufs., Hasselbrookstrasse 150a, ☒ 23 <box>1114 1046 1359 1077</box>
directory-entry: Bartholomae, Frau Bertha, Baustr. 29, H. A <box>574 1761 821 1791</box>
directory-entry: — Karl, ☎ 22 13 95, Ulmenau 21, ☒ 24 <box>844 1138 1071 1153</box>
directory-entry: — R., Kraftwagenf., Mühlenkamp 63, ☒ 39 <box>304 712 546 727</box>
directory-entry: — Herm., Schlossermstr., ☎ 34 81 25, Kohlhöfen 35, Mths., Wohn: Pilatuspool 19 <box>844 682 1097 712</box>
directory-entry: — Wilh., Kellner, Borgeschstr. 8, ☒ 5 <box>304 1016 513 1031</box>
directory-entry: — Karl, Heizer, Hafenkamp 7, ☒ 27 <box>574 788 776 803</box>
scan-border <box>0 2066 1600 2177</box>
directory-entry: Bartholomäus Wwe., C., Neustädterstr. 70/76 <box>574 2004 828 2034</box>
directory-entry: — Wwe. C., Schumannstr. 33, H. 2 ☒ 21 <box>1114 1199 1344 1214</box>
directory-entry: — R., Schmied, Hofweg 64, H. 2, ☒ 21 <box>304 727 523 742</box>
directory-entry: ⊙ Otto Bartholomaei Makler, BCto: C. u. P.-B., ☎ 36 41 66, Cremon 11/12, ☒ 8 Inh: L. F. Voges <box>574 1959 831 2004</box>
directory-entry: ⊙ Bartling & Spiess Zig.-Fabr., ☎ 25 30 90, Armgartstrasse 18, ☒ 24, Inh: F. F. Bartling <box>844 1199 1101 1244</box>
directory-entry: — W., Maurer, Kielerstr. 29, H. 25, ☒ 4 <box>844 818 1064 833</box>
directory-entry: — L., Krankenschw., Osterbeckstr 69 <box>1114 1746 1325 1761</box>
directory-entry: — Herb., Lehrer, Dalensieg 6, ☒ 26 <box>574 1335 776 1350</box>
directory-entry: — Franz, Fabrikant, BCto: Dresdner B., ☎ 25 30 90, Armgartstrasse 18, ☒ 24 <box>844 1046 1101 1077</box>
